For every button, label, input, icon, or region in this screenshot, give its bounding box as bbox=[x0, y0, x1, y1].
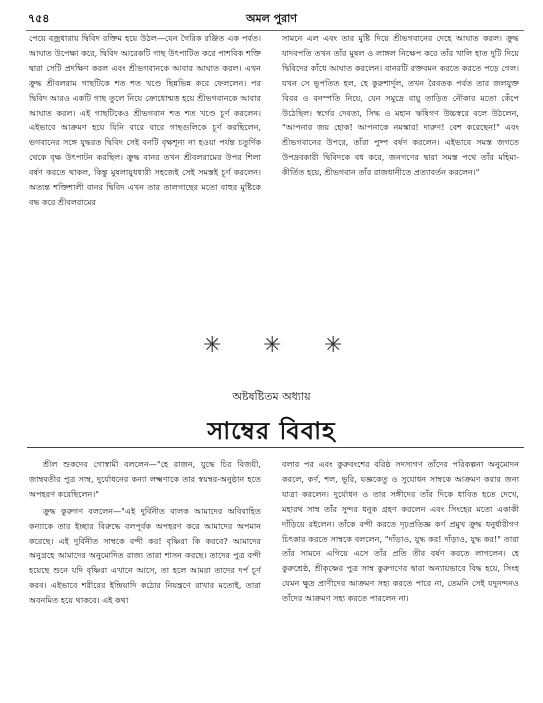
bottom-right-paragraph: বলার পর এবং কুরুবংশের বরিষ্ঠ সদস্যগণ তাঁদের পরিকল্পনা অনুমোদন করলে, কর্ণ, শল, ভূরি, যজ্ঞকেতু ও সুযোধন সাম্বকে আক্রমণ করার জন্য যাত্রা করলেন। দুর্যোধন ও তার সঙ্গীদের তাঁর দিকে ধাবিত হতে দেখে, মহারথ সাম্ব তাঁর সুন্দর ধনুক গ্রহণ করলেন এবং সিংহের মতো একাকী দাঁড়িয়ে রইলেন। তাঁকে বন্দী করতে দৃঢ়প্রতিজ্ঞ কর্ণ প্রমুখ ক্রুদ্ধ ধনুর্ধারীগণ চিৎকার করতে সাম্বকে বললেন, "দাঁড়াও, যুদ্ধ কর! দাঁড়াও, যুদ্ধ কর!" তারা তাঁর সামনে এগিয়ে এসে তাঁর প্রতি তীর বর্ষণ করতে লাগলেন। হে কুরুশ্রেষ্ঠ, শ্রীকৃষ্ণের পুত্র সাম্ব কুরুগণের দ্বারা অন্যায়ভাবে বিদ্ধ হয়ে, সিংহ যেমন ক্ষুদ্র প্রাণীদের আক্রমণ সহ্য করতে পারে না, তেমনি সেই যদুনন্দনও তাঁদের আক্রমণ সহ্য করতে পারলেন না। bbox=[282, 459, 519, 604]
bottom-left-column bbox=[29, 457, 261, 703]
top-right-paragraph: সামনে এল এবং তার মুষ্টি দিয়ে শ্রীভগবানের দেহে আঘাত করল। ক্রুদ্ধ যাদবপতি তখন তাঁর মুষল ও লাঙ্গল নিক্ষেপ করে তাঁর খালি হাত দুটি দিয়ে দ্বিবিদের কাঁধে আঘাত করলেন। বানরটি রক্তবমন করতে করতে পড়ে গেল। যখন সে ভূপতিত হল, হে কুরুশার্দূল, তখন রৈবতক পর্বত তার জলযুক্ত বিবর ও বনস্পতি নিয়ে, যেন সমুদ্রে বায়ু তাড়িত নৌকার মতো কেঁপে উঠেছিল। স্বর্গের দেবতা, সিদ্ধ ও মহান ঋষিগণ উচ্চস্বরে বলে উঠলেন, "আপনার জয় হোক! আপনাকে নমস্কার! দারুণ! বেশ করেছেন!" এবং শ্রীভগবানের উপরে, তাঁরা পুষ্প বর্ষণ করলেন। এইভাবে সমস্ত জগতে উপদ্রবকারী দ্বিবিদকে বধ করে, জনগণের দ্বারা সমস্ত পথে তাঁর মহিমা-কীর্তিত হয়ে, শ্রীভগবান তাঁর রাজধানীতে প্রত্যাবর্তন করলেন।" bbox=[282, 33, 519, 178]
running-title: অমল পুরাণ bbox=[245, 12, 298, 25]
asterisk-ornament-icon: ✳ bbox=[324, 333, 343, 358]
bottom-left-paragraph: ক্রুদ্ধ কুরুগণ বললেন—"এই দুর্বিনীত বালক আমাদের অবিবাহিত কন্যাকে তার ইচ্ছার বিরুদ্ধে বলপূর্বক অপহরণ করে আমাদের অপমান করেছে। এই দুর্বিনীত সাম্বকে বন্দী কর! বৃষ্ণিরা কি করবে? আমাদের অনুগ্রহে আমাদের অনুমোদিত রাজ্য তারা শাসন করছে। তাদের পুত্র বন্দী হয়েছে শুনে যদি বৃষ্ণিরা এখানে আসে, তা হলে আমরা তাদের দর্প চূর্ণ করব। এইভাবে শরীরের ইন্দ্রিয়াদি কঠোর নিয়ন্ত্রণে রাখার মতোই, তারা অবনমিত হয়ে থাকবে। এই কথা bbox=[29, 505, 261, 606]
asterisk-ornament-icon: ✳ bbox=[203, 333, 222, 358]
title-underline-rule bbox=[27, 447, 524, 448]
top-right-column bbox=[282, 31, 519, 331]
chapter-title: সাম্বের বিবাহ bbox=[207, 416, 336, 445]
bottom-left-paragraph: শ্রীল শুকদেব গোস্বামী বললেন—"হে রাজন, যুদ্ধে চির বিজয়ী, জাম্ববতীর পুত্র সাম্ব, দুর্যোধনের কন্যা লক্ষ্মণাকে তার স্বয়ম্বর-অনুষ্ঠান হতে অপহরণ করেছিলেন।" bbox=[29, 459, 261, 499]
page-number: ৭৫৪ bbox=[28, 12, 50, 25]
asterisk-ornament-icon: ✳ bbox=[263, 333, 282, 358]
bottom-right-column bbox=[282, 457, 519, 703]
page-header bbox=[0, 8, 543, 26]
chapter-number-label: অষ্টষষ্টিতম অধ্যায় bbox=[232, 390, 311, 403]
top-left-paragraph: পেয়ে বজ্রধারায় দ্বিবিদ রক্তিম হয়ে উঠল—যেন গৈরিক রঞ্জিত এক পর্বত। আঘাত উপেক্ষা করে, দ্বিবিদ আরেকটি গাছ উৎপাটিত করে পাশবিক শক্তি দ্বারা সেটি প্রদক্ষিণ করল এবং শ্রীভগবানকে আবার আঘাত করল। এখন ক্রুদ্ধ শ্রীবলরাম গাছটিকে শত শত খণ্ডে ছিন্নভিন্ন করে ফেললেন। পর দ্বিবিদ আরও একটি গাছ তুলে নিয়ে ক্রোধোন্মত্ত হয়ে শ্রীভগবানকে আবার আঘাত করল। এই গাছটিকেও শ্রীভগবান শত শত খণ্ডে চূর্ণ করলেন। এইভাবে আক্রমণ হয়ে যিনি বারে বারে গাছগুলিকে চূর্ণ করছিলেন, ভগবানের সঙ্গে যুদ্ধরত দ্বিবিদ সেই বনটি বৃক্ষশূন্য না হওয়া পর্যন্ত চতুর্দিক থেকে বৃক্ষ উৎপাটন করছিল। ক্রুদ্ধ বানর তখন শ্রীবলরামের উপর শিলা বর্ষণ করতে থাকল, কিন্তু মুষলায়ুধধারী সহজেই সেই সমস্তই চূর্ণ করলেন। অত্যন্ত শক্তিশালী বানর দ্বিবিদ এখন তার তালগাছের মতো বাহুর মুষ্টিকে বদ্ধ করে শ্রীবলরামের bbox=[29, 33, 261, 207]
section-ornaments bbox=[0, 335, 543, 359]
